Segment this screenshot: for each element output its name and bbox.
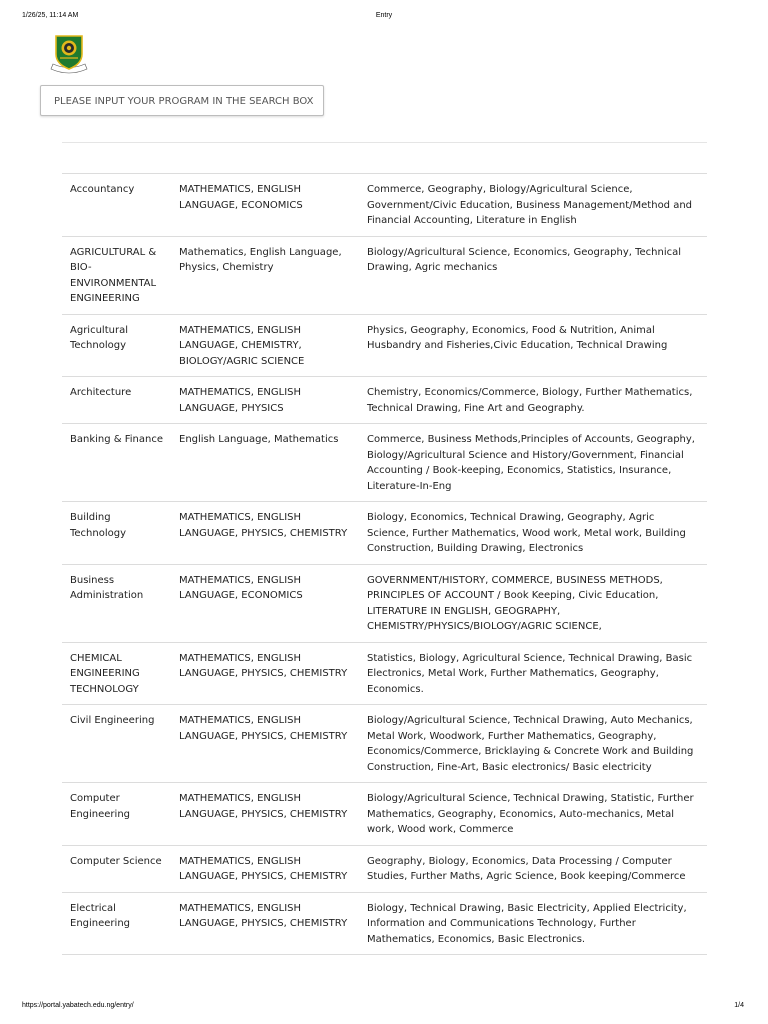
program-name: Computer Engineering <box>62 783 171 846</box>
table-row <box>62 377 707 424</box>
table-row <box>62 564 707 642</box>
required-subjects: MATHEMATICS, ENGLISH LANGUAGE, CHEMISTRY, BIOLOGY/AGRIC SCIENCE <box>171 314 359 377</box>
table-row <box>62 174 707 237</box>
required-subjects: English Language, Mathematics <box>171 424 359 502</box>
program-name: CHEMICAL ENGINEERING TECHNOLOGY <box>62 642 171 705</box>
program-name: Electrical Engineering <box>62 892 171 955</box>
required-subjects: MATHEMATICS, ENGLISH LANGUAGE, PHYSICS, CHEMISTRY <box>171 892 359 955</box>
program-name: Accountancy <box>62 174 171 237</box>
required-subjects: MATHEMATICS, ENGLISH LANGUAGE, PHYSICS, CHEMISTRY <box>171 642 359 705</box>
program-name: Agricultural Technology <box>62 314 171 377</box>
optional-subjects: Geography, Biology, Economics, Data Processing / Computer Studies, Further Maths, Agric Science, Book keeping/Commerce <box>359 845 707 892</box>
table-row <box>62 705 707 783</box>
optional-subjects: Biology, Economics, Technical Drawing, Geography, Agric Science, Further Mathematics, Wood work, Metal work, Building Construction, Building Drawing, Electronics <box>359 502 707 565</box>
print-page-title: Entry <box>375 12 393 19</box>
table-row <box>62 502 707 565</box>
divider <box>62 142 707 143</box>
table-row <box>62 892 707 955</box>
program-search-box[interactable]: PLEASE INPUT YOUR PROGRAM IN THE SEARCH BOX <box>40 85 324 116</box>
program-name: AGRICULTURAL & BIO-ENVIRONMENTAL ENGINEERING <box>62 236 171 314</box>
table-row <box>62 424 707 502</box>
table-row <box>62 236 707 314</box>
required-subjects: MATHEMATICS, ENGLISH LANGUAGE, PHYSICS, CHEMISTRY <box>171 705 359 783</box>
table-row <box>62 845 707 892</box>
required-subjects: Mathematics, English Language, Physics, Chemistry <box>171 236 359 314</box>
optional-subjects: Chemistry, Economics/Commerce, Biology, Further Mathematics, Technical Drawing, Fine Art and Geography. <box>359 377 707 424</box>
required-subjects: MATHEMATICS, ENGLISH LANGUAGE, PHYSICS, CHEMISTRY <box>171 783 359 846</box>
optional-subjects: Physics, Geography, Economics, Food & Nutrition, Animal Husbandry and Fisheries,Civic Education, Technical Drawing <box>359 314 707 377</box>
required-subjects: MATHEMATICS, ENGLISH LANGUAGE, ECONOMICS <box>171 564 359 642</box>
print-url: https://portal.yabatech.edu.ng/entry/ <box>22 1002 134 1009</box>
table-row <box>62 783 707 846</box>
programs-table <box>62 173 707 955</box>
optional-subjects: GOVERNMENT/HISTORY, COMMERCE, BUSINESS METHODS, PRINCIPLES OF ACCOUNT / Book Keeping, Civic Education, LITERATURE IN ENGLISH, GEOGRAPHY, CHEMISTRY/PHYSICS/BIOLOGY/AGRIC SCIENCE, <box>359 564 707 642</box>
program-name: Banking & Finance <box>62 424 171 502</box>
optional-subjects: Biology, Technical Drawing, Basic Electricity, Applied Electricity, Information and Communications Technology, Further Mathematics, Economics, Basic Electronics. <box>359 892 707 955</box>
required-subjects: MATHEMATICS, ENGLISH LANGUAGE, PHYSICS, CHEMISTRY <box>171 845 359 892</box>
optional-subjects: Biology/Agricultural Science, Technical Drawing, Auto Mechanics, Metal Work, Woodwork, Further Mathematics, Geography, Economics/Commerce, Bricklaying & Concrete Work and Building Construction, Fine-Art, Basic electronics/ Basic electricity <box>359 705 707 783</box>
optional-subjects: Biology/Agricultural Science, Technical Drawing, Statistic, Further Mathematics, Geography, Economics, Auto-mechanics, Metal work, Wood work, Commerce <box>359 783 707 846</box>
required-subjects: MATHEMATICS, ENGLISH LANGUAGE, PHYSICS <box>171 377 359 424</box>
optional-subjects: Statistics, Biology, Agricultural Science, Technical Drawing, Basic Electronics, Metal Work, Further Mathematics, Geography, Economics. <box>359 642 707 705</box>
table-row <box>62 314 707 377</box>
institution-crest-icon[interactable] <box>50 33 88 75</box>
program-name: Building Technology <box>62 502 171 565</box>
optional-subjects: Commerce, Geography, Biology/Agricultural Science, Government/Civic Education, Business Management/Method and Financial Accounting, Literature in English <box>359 174 707 237</box>
program-name: Civil Engineering <box>62 705 171 783</box>
optional-subjects: Biology/Agricultural Science, Economics, Geography, Technical Drawing, Agric mechanics <box>359 236 707 314</box>
table-row <box>62 642 707 705</box>
program-name: Architecture <box>62 377 171 424</box>
print-page-number: 1/4 <box>734 1002 744 1009</box>
required-subjects: MATHEMATICS, ENGLISH LANGUAGE, ECONOMICS <box>171 174 359 237</box>
optional-subjects: Commerce, Business Methods,Principles of Accounts, Geography, Biology/Agricultural Science and History/Government, Financial Accounting / Book-keeping, Economics, Statistics, Insurance, Literature-In-Eng <box>359 424 707 502</box>
program-name: Computer Science <box>62 845 171 892</box>
required-subjects: MATHEMATICS, ENGLISH LANGUAGE, PHYSICS, CHEMISTRY <box>171 502 359 565</box>
program-name: Business Administration <box>62 564 171 642</box>
print-datetime: 1/26/25, 11:14 AM <box>22 12 79 19</box>
